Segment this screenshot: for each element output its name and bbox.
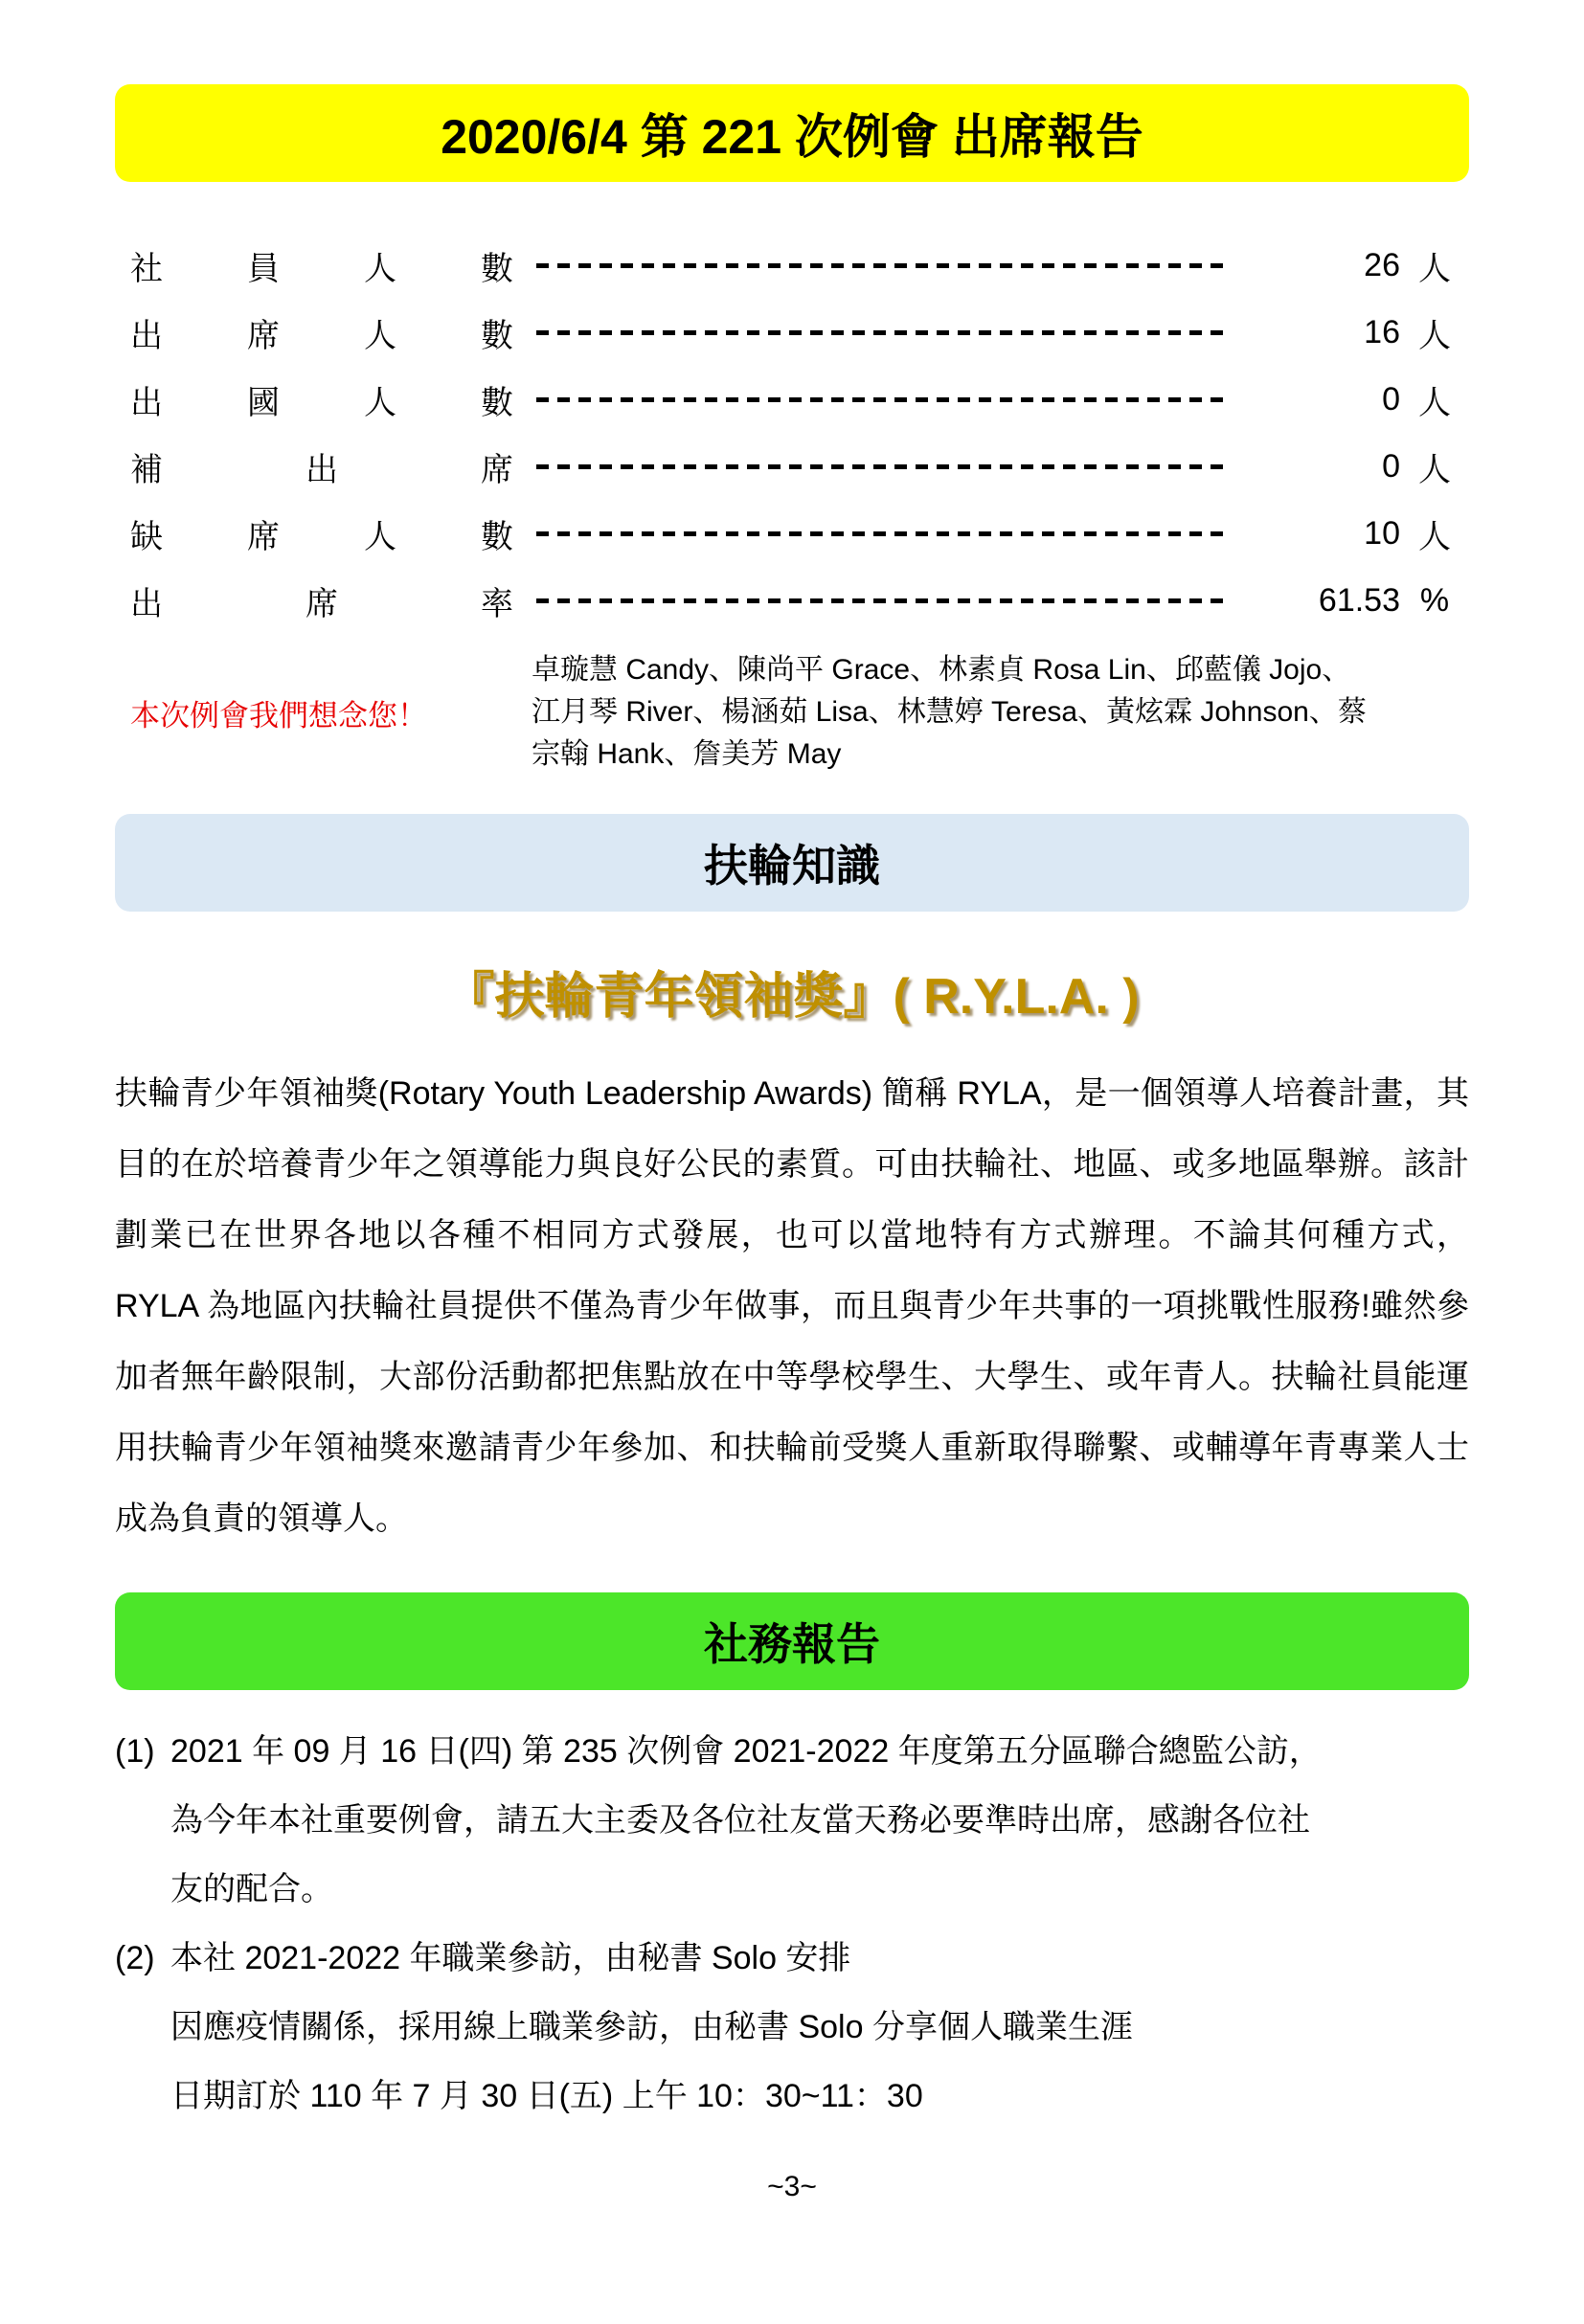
attendance-unit: 人 xyxy=(1418,384,1451,421)
item-number: (1) xyxy=(115,1733,155,1770)
item-line: 友的配合。 xyxy=(170,1871,333,1907)
report-item-2 xyxy=(115,1924,1469,2131)
item-text: 本社 2021-2022 年職業參訪，由秘書 Solo 安排 xyxy=(170,1940,851,1976)
missing-names: 卓璇慧 Candy、陳尚平 Grace、林素貞 Rosa Lin、邱藍儀 Jojo、江月琴 River、楊涵茹 Lisa、林慧婷 Teresa、黃炫霖 Johnson、蔡宗翰 Hank、詹美芳 May xyxy=(532,654,1367,770)
attendance-unit: 人 xyxy=(1418,518,1451,555)
item-line xyxy=(115,1924,1469,1993)
attendance-value: 0 xyxy=(1382,380,1400,417)
attendance-table xyxy=(115,232,1469,634)
attendance-unit: % xyxy=(1419,581,1450,619)
club-report-banner xyxy=(115,1592,1469,1690)
dotted-leader xyxy=(536,598,1225,603)
attendance-label: 社員人數 xyxy=(130,250,513,287)
attendance-row xyxy=(115,433,1469,500)
attendance-value: 10 xyxy=(1364,514,1400,552)
attendance-row xyxy=(115,232,1469,299)
club-report-list xyxy=(115,1717,1469,2131)
item-line xyxy=(115,1717,1469,1786)
attendance-unit: 人 xyxy=(1418,317,1451,354)
item-line: 因應疫情關係，採用線上職業參訪，由秘書 Solo 分享個人職業生涯 xyxy=(170,2009,1133,2045)
page-number: ~3~ xyxy=(767,2171,817,2202)
item-line: 日期訂於 110 年 7 月 30 日(五) 上午 10：30~11：30 xyxy=(170,2078,923,2114)
club-report-banner-title: 社務報告 xyxy=(704,1619,880,1669)
attendance-value: 16 xyxy=(1364,313,1400,350)
attendance-label: 缺席人數 xyxy=(130,518,513,555)
knowledge-banner-title: 扶輪知識 xyxy=(704,841,880,891)
dotted-leader xyxy=(536,263,1225,268)
item-text: 2021 年 09 月 16 日(四) 第 235 次例會 2021-2022 年度第五分區聯合總監公訪， xyxy=(170,1733,1322,1770)
attendance-label: 出國人數 xyxy=(130,384,513,421)
report-item-1 xyxy=(115,1717,1469,1924)
ryla-heading: 『扶輪青年領袖獎』( R.Y.L.A. ) xyxy=(444,969,1140,1025)
dotted-leader xyxy=(536,464,1225,469)
missing-section xyxy=(115,649,1469,776)
attendance-row xyxy=(115,500,1469,567)
attendance-unit: 人 xyxy=(1418,451,1451,488)
dotted-leader xyxy=(536,531,1225,536)
attendance-value: 26 xyxy=(1364,246,1400,283)
dotted-leader xyxy=(536,397,1225,402)
attendance-row xyxy=(115,366,1469,433)
attendance-label: 出席率 xyxy=(130,585,513,622)
missing-label: 本次例會我們想念您！ xyxy=(130,698,427,733)
attendance-value: 0 xyxy=(1382,447,1400,485)
attendance-row xyxy=(115,567,1469,634)
page-root xyxy=(0,84,1584,2203)
dotted-leader xyxy=(536,330,1225,335)
attendance-unit: 人 xyxy=(1418,250,1451,287)
knowledge-banner xyxy=(115,814,1469,912)
item-number: (2) xyxy=(115,1940,155,1976)
attendance-label: 出席人數 xyxy=(130,317,513,354)
attendance-value: 61.53 xyxy=(1318,581,1400,619)
attendance-row xyxy=(115,299,1469,366)
item-line: 為今年本社重要例會，請五大主委及各位社友當天務必要準時出席，感謝各位社 xyxy=(170,1802,1310,1839)
report-title-banner xyxy=(115,84,1469,182)
attendance-label: 補出席 xyxy=(130,451,513,488)
report-title: 2020/6/4 第 221 次例會 出席報告 xyxy=(441,110,1143,164)
knowledge-body: 扶輪青少年領袖獎(Rotary Youth Leadership Awards) 簡稱 RYLA，是一個領導人培養計畫，其目的在於培養青少年之領導能力與良好公民的素質。可由扶輪社、地區、或多地區舉辦。該計劃業已在世界各地以各種不相同方式發展，也可以當地特有方式辦理。不論其何種方式，RYLA 為地區內扶輪社員提供不僅為青少年做事，而且與青少年共事的一項挑戰性服務!雖然參加者無年齡限制，大部份活動都把焦點放在中等學校學生、大學生、或年青人。扶輪社員能運用扶輪青少年領袖獎來邀請青少年參加、和扶輪前受獎人重新取得聯繫、或輔導年青專業人士成為負責的領導人。 xyxy=(115,1075,1469,1537)
